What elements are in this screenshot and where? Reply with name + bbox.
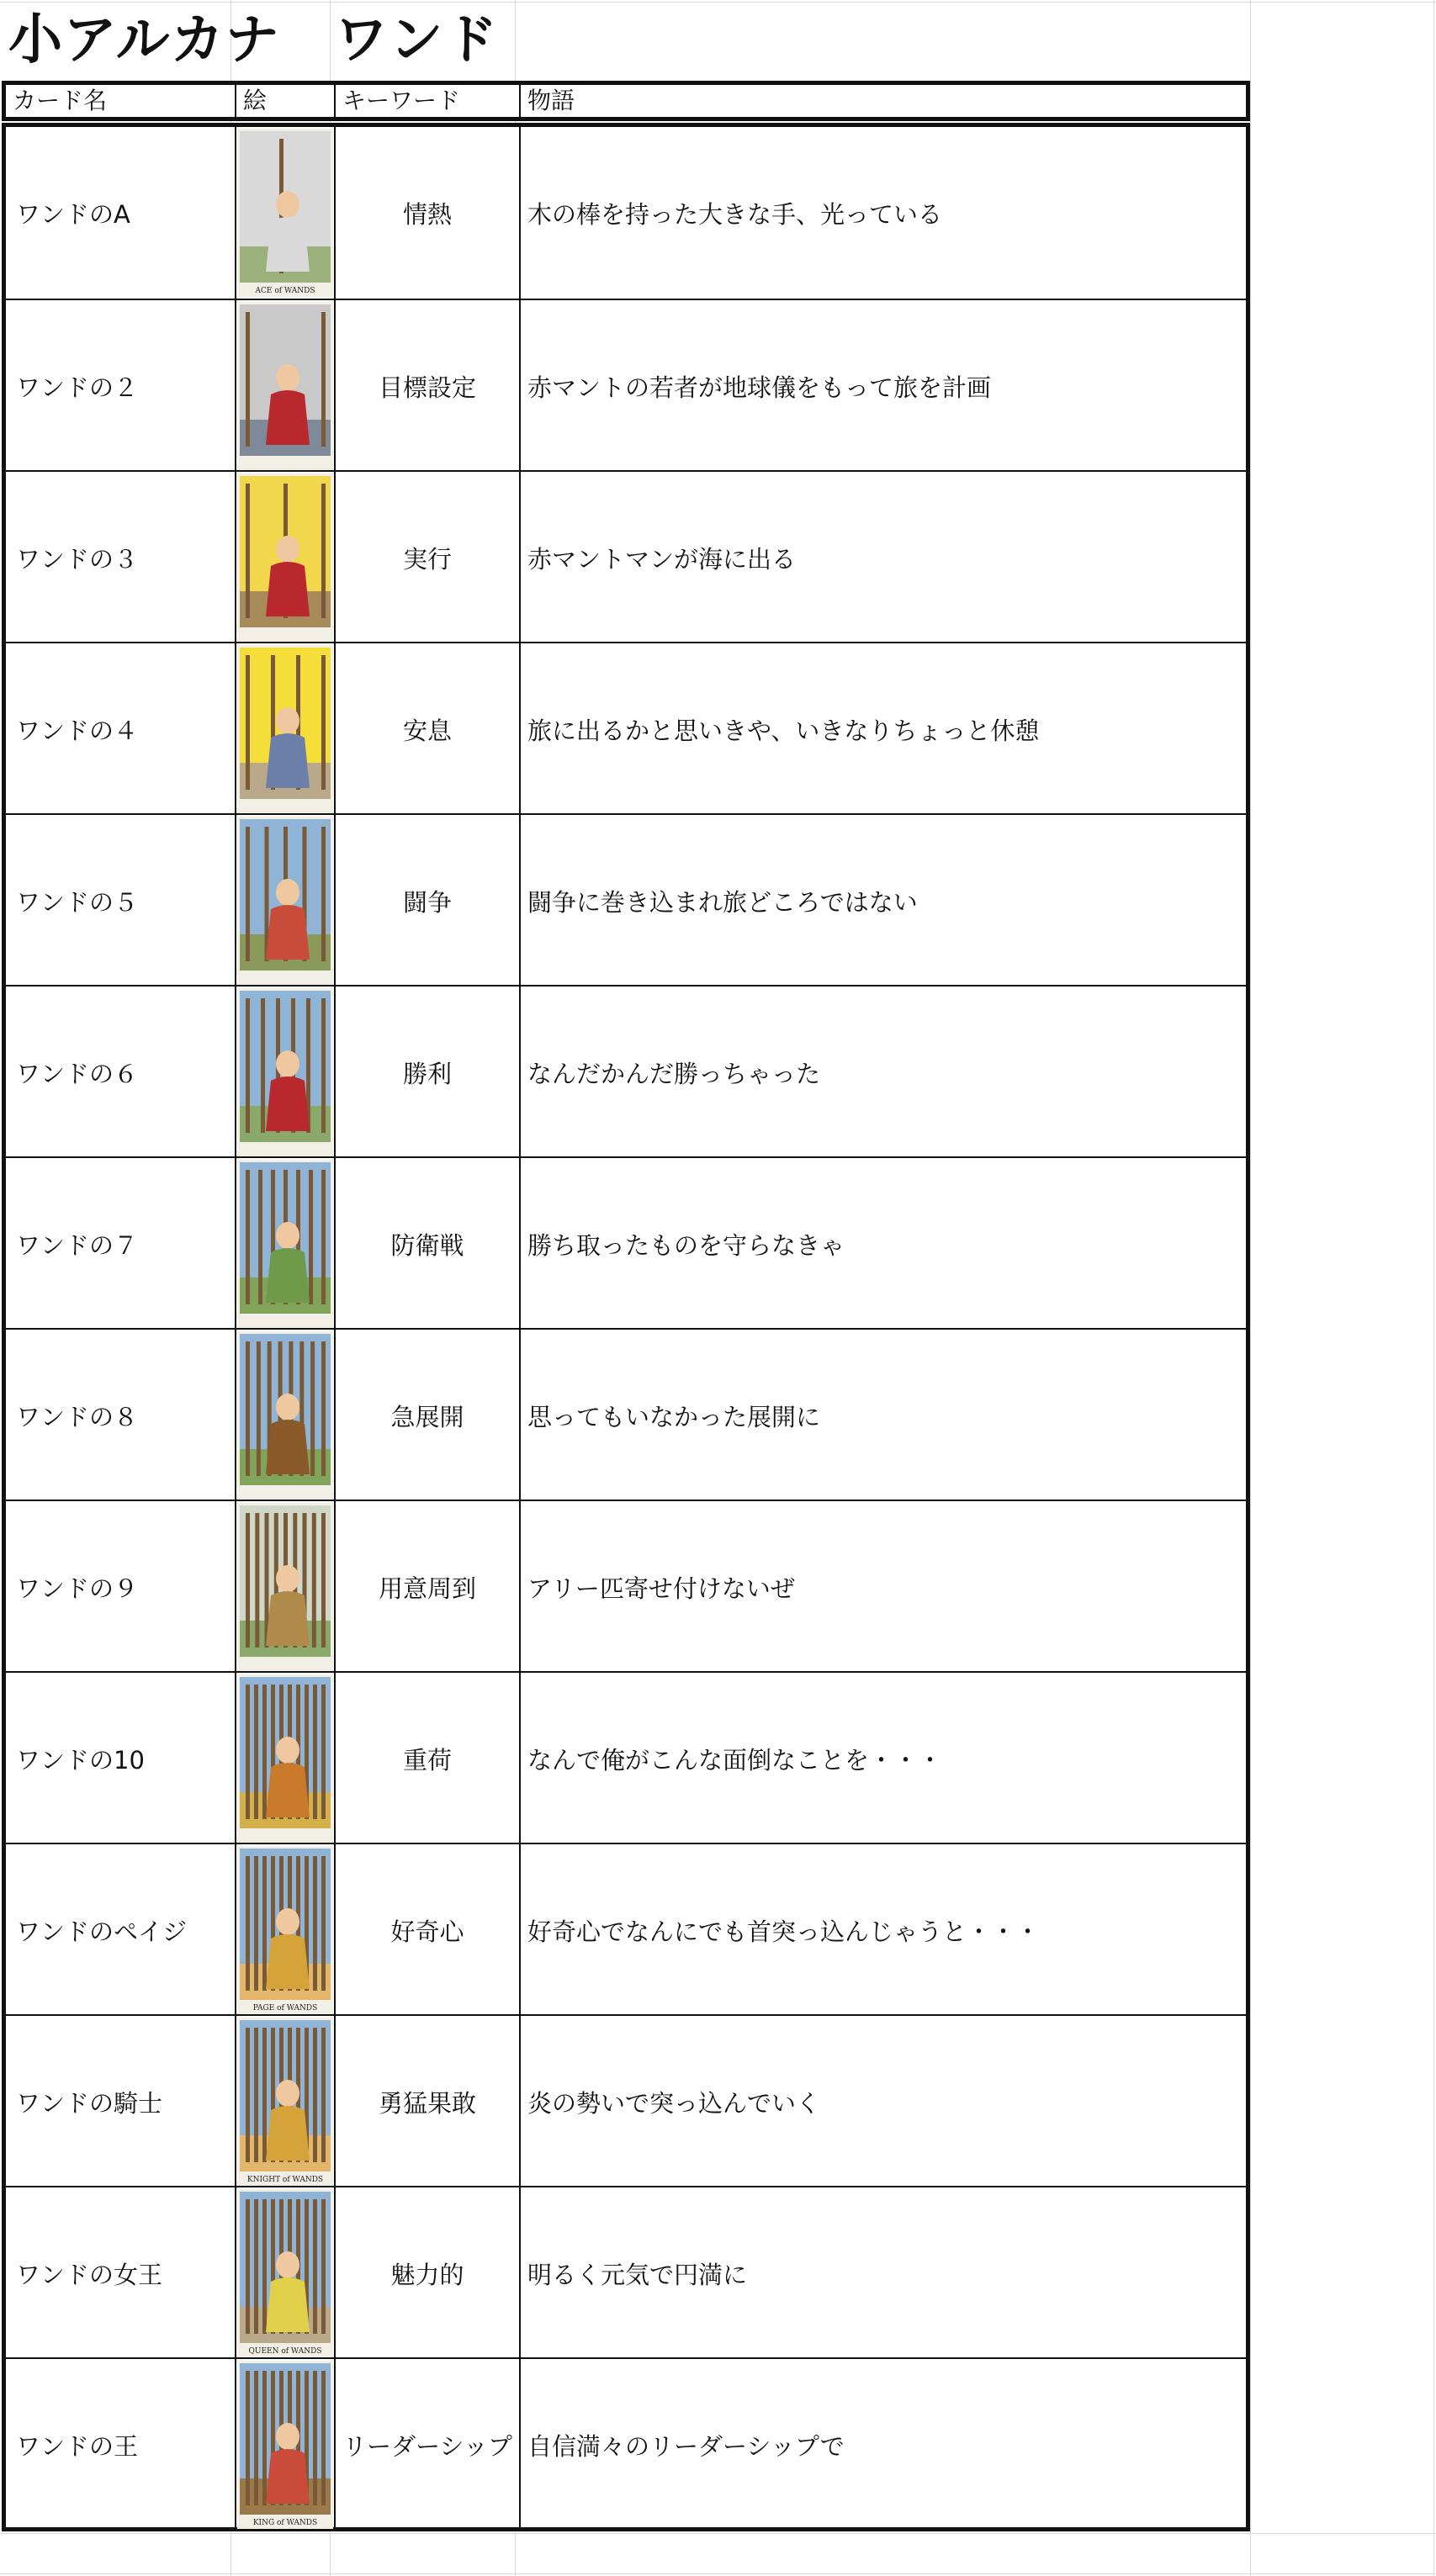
- tarot-card-image: [237, 817, 333, 985]
- card-caption: KNIGHT of WANDS: [246, 2176, 324, 2184]
- column-header-name[interactable]: カード名: [13, 87, 108, 114]
- card-name-cell[interactable]: ワンドのペイジ: [16, 1917, 188, 1946]
- card-caption: QUEEN of WANDS: [248, 2347, 322, 2356]
- tarot-card-image: [237, 2361, 333, 2529]
- card-name-cell[interactable]: ワンドの５: [16, 887, 139, 917]
- card-name-cell[interactable]: ワンドの女王: [16, 2260, 163, 2289]
- grid-line: [0, 2573, 1436, 2574]
- story-cell[interactable]: 明るく元気で円満に: [519, 2187, 1246, 2359]
- story-cell[interactable]: 炎の勢いで突っ込んでいく: [519, 2016, 1246, 2187]
- tarot-card-image: [237, 1503, 333, 1671]
- card-image-cell[interactable]: [235, 2187, 334, 2359]
- keyword-cell[interactable]: リーダーシップ: [334, 2359, 519, 2531]
- column-header-keyword[interactable]: キーワード: [334, 85, 519, 117]
- tarot-card-image: [237, 129, 333, 297]
- keyword-cell[interactable]: 魅力的: [334, 2187, 519, 2359]
- story-cell[interactable]: 旅に出るかと思いきや、いきなりちょっと休憩: [519, 643, 1246, 815]
- tarot-card-image: [237, 1331, 333, 1500]
- story-cell[interactable]: 思ってもいなかった展開に: [519, 1330, 1246, 1501]
- table-row: [6, 2014, 1246, 2187]
- column-header-story[interactable]: 物語: [519, 85, 1246, 117]
- tarot-card-image: [237, 2189, 333, 2357]
- story-cell[interactable]: 赤マントの若者が地球儀をもって旅を計画: [519, 300, 1246, 472]
- card-image-cell[interactable]: [235, 1501, 334, 1673]
- grid-line: [0, 2533, 1436, 2534]
- grid-line: [1250, 0, 1251, 2576]
- card-image-cell[interactable]: [235, 815, 334, 986]
- keyword-cell[interactable]: 目標設定: [334, 300, 519, 472]
- keyword-cell[interactable]: 防衛戦: [334, 1158, 519, 1330]
- card-name-cell[interactable]: ワンドの王: [16, 2431, 139, 2461]
- keyword-cell[interactable]: 安息: [334, 643, 519, 815]
- tarot-card-image: [237, 1674, 333, 1843]
- card-name-cell[interactable]: ワンドの８: [16, 1402, 139, 1431]
- story-cell[interactable]: 好奇心でなんにでも首突っ込んじゃうと・・・: [519, 1844, 1246, 2016]
- keyword-cell[interactable]: 重荷: [334, 1673, 519, 1844]
- keyword-cell[interactable]: 勝利: [334, 986, 519, 1158]
- card-name-cell[interactable]: ワンドの10: [16, 1745, 145, 1775]
- story-cell[interactable]: なんだかんだ勝っちゃった: [519, 986, 1246, 1158]
- card-image-cell[interactable]: [235, 1330, 334, 1501]
- table-row: [6, 1156, 1246, 1330]
- card-name-cell[interactable]: ワンドの７: [16, 1230, 139, 1260]
- table-body: [2, 123, 1250, 2531]
- story-cell[interactable]: アリー匹寄せ付けないぜ: [519, 1501, 1246, 1673]
- table-row: [6, 1500, 1246, 1673]
- keyword-cell[interactable]: 好奇心: [334, 1844, 519, 2016]
- keyword-cell[interactable]: 急展開: [334, 1330, 519, 1501]
- story-cell[interactable]: 木の棒を持った大きな手、光っている: [519, 127, 1246, 299]
- tarot-card-image: [237, 988, 333, 1156]
- keyword-cell[interactable]: 勇猛果敢: [334, 2016, 519, 2187]
- table-header: [2, 81, 1250, 121]
- card-caption: ACE of WANDS: [255, 287, 315, 295]
- table-row: [6, 299, 1246, 472]
- card-image-cell[interactable]: [235, 300, 334, 472]
- story-cell[interactable]: なんで俺がこんな面倒なことを・・・: [519, 1673, 1246, 1844]
- tarot-card-image: [237, 1160, 333, 1328]
- card-image-cell[interactable]: [235, 643, 334, 815]
- card-name-cell[interactable]: ワンドの２: [16, 373, 139, 402]
- card-name-cell[interactable]: ワンドの６: [16, 1059, 139, 1088]
- tarot-card-image: [237, 645, 333, 813]
- tarot-card-image: [237, 473, 333, 642]
- tarot-card-image: [237, 302, 333, 470]
- table-row: [6, 813, 1246, 986]
- sheet-title: 小アルカナ ワンド: [8, 9, 499, 71]
- card-name-cell[interactable]: ワンドの３: [16, 544, 139, 574]
- card-name-cell[interactable]: ワンドの騎士: [16, 2088, 163, 2118]
- story-cell[interactable]: 自信満々のリーダーシップで: [519, 2359, 1246, 2531]
- card-image-cell[interactable]: [235, 2016, 334, 2187]
- card-image-cell[interactable]: [235, 127, 334, 299]
- card-image-cell[interactable]: [235, 1673, 334, 1844]
- card-name-cell[interactable]: ワンドの４: [16, 716, 139, 745]
- card-name-cell[interactable]: ワンドの９: [16, 1574, 139, 1603]
- keyword-cell[interactable]: 情熱: [334, 127, 519, 299]
- table-row: [6, 127, 1246, 299]
- tarot-card-image: [237, 2018, 333, 2186]
- table-row: [6, 2186, 1246, 2359]
- grid-line: [1433, 0, 1434, 2576]
- column-header-image[interactable]: 絵: [235, 85, 334, 117]
- card-image-cell[interactable]: [235, 1844, 334, 2016]
- tarot-card-image: [237, 1846, 333, 2014]
- table-row: [6, 985, 1246, 1158]
- card-caption: KING of WANDS: [252, 2519, 318, 2527]
- card-image-cell[interactable]: [235, 2359, 334, 2531]
- story-cell[interactable]: 勝ち取ったものを守らなきゃ: [519, 1158, 1246, 1330]
- table-row: [6, 1671, 1246, 1844]
- keyword-cell[interactable]: 闘争: [334, 815, 519, 986]
- card-image-cell[interactable]: [235, 986, 334, 1158]
- card-image-cell[interactable]: [235, 1158, 334, 1330]
- card-name-cell[interactable]: ワンドのA: [16, 199, 130, 229]
- table-row: [6, 1328, 1246, 1501]
- story-cell[interactable]: 赤マントマンが海に出る: [519, 472, 1246, 643]
- keyword-cell[interactable]: 実行: [334, 472, 519, 643]
- table-row: [6, 2357, 1246, 2531]
- table-row: [6, 1843, 1246, 2016]
- card-image-cell[interactable]: [235, 472, 334, 643]
- table-row: [6, 642, 1246, 815]
- card-caption: PAGE of WANDS: [252, 2004, 318, 2013]
- keyword-cell[interactable]: 用意周到: [334, 1501, 519, 1673]
- story-cell[interactable]: 闘争に巻き込まれ旅どころではない: [519, 815, 1246, 986]
- table-row: [6, 470, 1246, 643]
